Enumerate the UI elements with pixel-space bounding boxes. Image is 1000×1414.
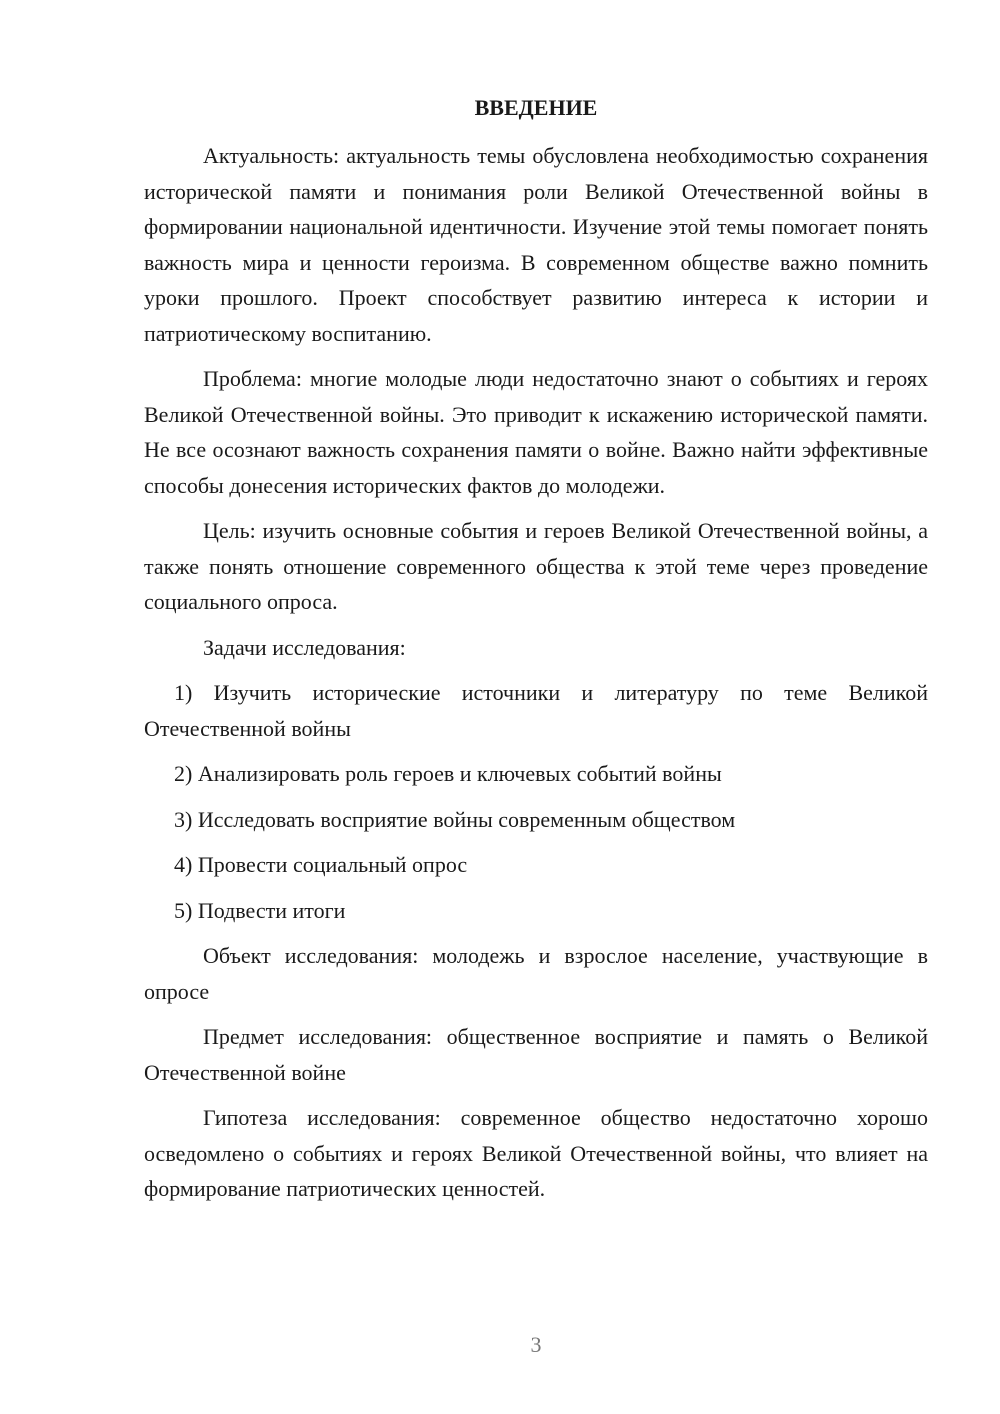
subject-paragraph: Предмет исследования: общественное восприятие и память о Великой Отечественной войне (144, 1024, 928, 1085)
task-item-3: 3) Исследовать восприятие войны современным обществом (174, 806, 736, 832)
page-number: 3 (530, 1332, 542, 1357)
task-item-4: 4) Провести социальный опрос (174, 852, 468, 877)
problem-paragraph: Проблема: многие молодые люди недостаточно знают о событиях и героях Великой Отечественной войны. Это приводит к искажению исторической памяти. Не все осознают важность сохранения памяти о войне. Важно найти эффективные способы донесения исторических фактов до молодежи. (144, 366, 928, 498)
goal-paragraph: Цель: изучить основные события и героев Великой Отечественной войны, а также понять отношение современного общества к этой теме через проведение социального опроса. (144, 518, 928, 614)
tasks-heading: Задачи исследования: (203, 634, 406, 660)
task-item-1: 1) Изучить исторические источники и литературу по теме Великой Отечественной войны (144, 680, 928, 741)
task-item-5: 5) Подвести итоги (174, 897, 346, 923)
relevance-paragraph: Актуальность: актуальность темы обусловлена необходимостью сохранения исторической памяти и понимания роли Великой Отечественной войны в формировании национальной идентичности. Изучение этой темы помогает понять важность мира и ценности героизма. В современном обществе важно помнить уроки прошлого. Проект способствует развитию интереса к истории и патриотическому воспитанию. (144, 143, 928, 346)
task-item-2: 2) Анализировать роль героев и ключевых событий войны (174, 761, 722, 786)
object-paragraph: Объект исследования: молодежь и взрослое население, участвующие в опросе (144, 943, 928, 1004)
page-title: ВВЕДЕНИЕ (474, 95, 598, 120)
page-content (144, 92, 928, 1217)
hypothesis-paragraph: Гипотеза исследования: современное общество недостаточно хорошо осведомлено о событиях и героях Великой Отечественной войны, что влияет на формирование патриотических ценностей. (144, 1105, 928, 1201)
